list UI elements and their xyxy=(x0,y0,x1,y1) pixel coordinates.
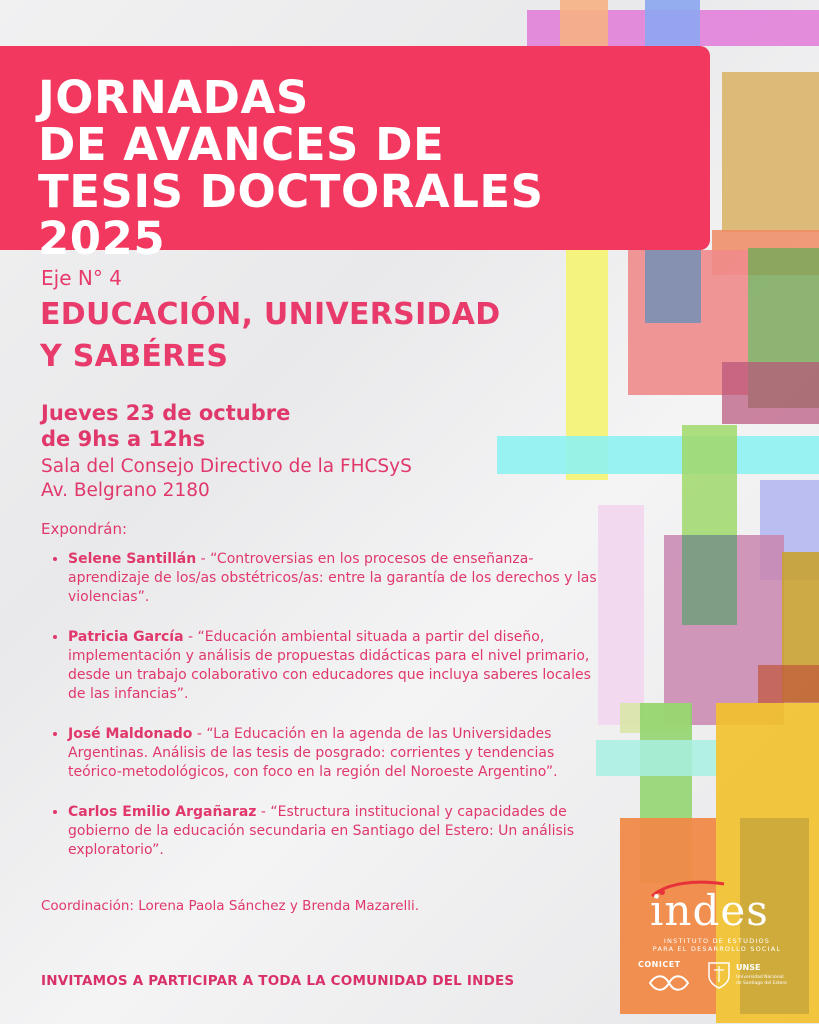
title-line: JORNADAS xyxy=(38,71,309,124)
speakers-list xyxy=(48,550,603,881)
speaker-item xyxy=(68,550,603,607)
time-line: de 9hs a 12hs xyxy=(41,427,206,451)
indes-logo: indes xyxy=(650,886,769,935)
date-line: Jueves 23 de octubre xyxy=(41,401,291,425)
coordination-text: Coordinación: Lorena Paola Sánchez y Brenda Mazarelli. xyxy=(41,898,420,914)
indes-subtitle xyxy=(642,937,792,953)
event-venue xyxy=(41,455,412,503)
conicet-logo: CONICET xyxy=(638,960,681,969)
conicet-symbol-icon xyxy=(646,972,692,994)
speaker-name: Carlos Emilio Argañaraz xyxy=(68,804,257,820)
talk-title: - “Educación ambiental situada a partir del diseño, implementación y análisis de propuestas didácticas para el nivel primario, desde un trabajo colaborativo con educadores que incluya saberes locales de las infancias”. xyxy=(68,629,591,702)
unse-subtitle-line: Universidad Nacional xyxy=(736,975,784,980)
venue-room: Sala del Consejo Directivo de la FHCSyS xyxy=(41,456,412,477)
talk-title: - “La Educación en la agenda de las Universidades Argentinas. Análisis de las tesis de posgrado: corrientes y tendencias teórico-metodológicos, con foco en la región del Noroeste Argentino”. xyxy=(68,726,558,780)
title-line: TESIS DOCTORALES 2025 xyxy=(38,165,544,265)
speaker-item xyxy=(68,628,603,704)
speaker-item xyxy=(68,803,603,860)
speaker-name: Selene Santillán xyxy=(68,551,197,567)
unse-seal-icon xyxy=(706,960,732,990)
axis-label: Eje N° 4 xyxy=(41,266,122,290)
talk-title: - “Estructura institucional y capacidades de gobierno de la educación secundaria en Santiago del Estero: Un análisis exploratorio”. xyxy=(68,804,574,858)
axis-title xyxy=(40,294,500,378)
speakers-heading: Expondrán: xyxy=(41,520,128,538)
invitation-text: INVITAMOS A PARTICIPAR A TODA LA COMUNIDAD DEL INDES xyxy=(41,973,515,989)
speaker-name: Patricia García xyxy=(68,629,184,645)
title-line: DE AVANCES DE xyxy=(38,118,445,171)
speaker-name: José Maldonado xyxy=(68,726,193,742)
talk-title: - “Controversias en los procesos de enseñanza-aprendizaje de los/as obstétricos/as: entre la garantía de los derechos y las violencias”. xyxy=(68,551,597,605)
event-title xyxy=(38,71,678,265)
venue-address: Av. Belgrano 2180 xyxy=(41,480,210,501)
axis-title-line: Y SABÉRES xyxy=(40,339,229,374)
unse-subtitle xyxy=(736,975,806,987)
event-date xyxy=(41,400,290,452)
indes-subtitle-line: PARA EL DESARROLLO SOCIAL xyxy=(652,945,782,953)
indes-subtitle-line: INSTITUTO DE ESTUDIOS xyxy=(663,937,771,945)
unse-logo: UNSE xyxy=(736,963,761,972)
unse-subtitle-line: de Santiago del Estero xyxy=(736,981,787,986)
axis-title-line: EDUCACIÓN, UNIVERSIDAD xyxy=(40,297,501,332)
speaker-item xyxy=(68,725,603,782)
